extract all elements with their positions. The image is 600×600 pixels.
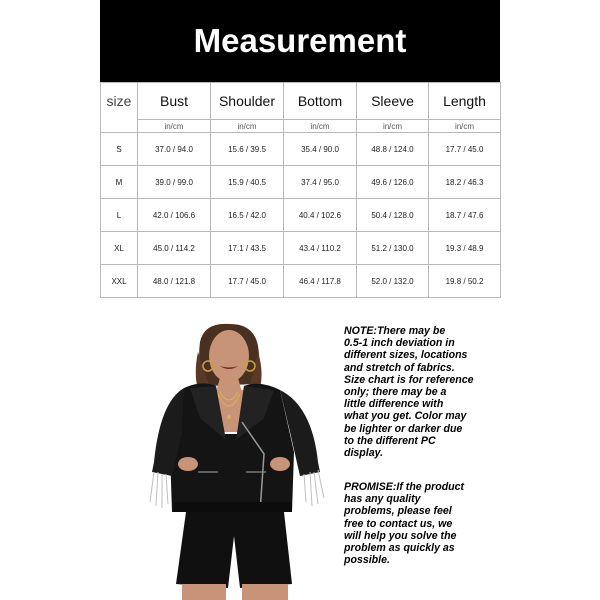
unit-label: in/cm: [211, 120, 284, 133]
note-line: be lighter or darker due: [344, 422, 463, 435]
table-cell: 49.6 / 126.0: [357, 166, 429, 199]
note-line: NOTE:There may be: [344, 325, 446, 337]
table-cell: 45.0 / 114.2: [138, 232, 211, 265]
note-line: and stretch of fabrics.: [344, 361, 455, 374]
note-line: different sizes, locations: [344, 349, 468, 362]
table-cell: 15.6 / 39.5: [211, 133, 284, 166]
unit-blank: [101, 120, 138, 133]
promise-line: free to contact us, we: [344, 517, 453, 530]
face: [209, 330, 249, 382]
size-chart-table: [100, 82, 501, 298]
table-cell: 39.0 / 99.0: [138, 166, 211, 199]
table-cell: 18.7 / 47.6: [429, 199, 501, 232]
table-cell: 15.9 / 40.5: [211, 166, 284, 199]
note-line: Size chart is for reference: [344, 373, 474, 386]
table-cell: 18.2 / 46.3: [429, 166, 501, 199]
promise-line: possible.: [344, 554, 390, 567]
unit-label: in/cm: [429, 120, 501, 133]
column-header-bust: Bust: [138, 83, 211, 120]
column-header-shoulder: Shoulder: [211, 83, 284, 120]
unit-label: in/cm: [284, 120, 357, 133]
table-cell: 35.4 / 90.0: [284, 133, 357, 166]
table-cell: 50.4 / 128.0: [357, 199, 429, 232]
table-cell: 48.8 / 124.0: [357, 133, 429, 166]
table-cell: 52.0 / 132.0: [357, 265, 429, 298]
table-cell: 17.1 / 43.5: [211, 232, 284, 265]
promise-note: [344, 481, 504, 566]
table-cell: 19.3 / 48.9: [429, 232, 501, 265]
table-cell: 40.4 / 102.6: [284, 199, 357, 232]
table-cell: 48.0 / 121.8: [138, 265, 211, 298]
note-line: little difference with: [344, 398, 444, 411]
table-row: [101, 133, 501, 166]
table-cell: 16.5 / 42.0: [211, 199, 284, 232]
size-label: M: [101, 166, 138, 199]
product-photo: [142, 322, 340, 600]
unit-row: [101, 120, 501, 133]
promise-line: has any quality: [344, 493, 421, 506]
table-cell: 17.7 / 45.0: [211, 265, 284, 298]
table-cell: 37.0 / 94.0: [138, 133, 211, 166]
table-cell: 19.8 / 50.2: [429, 265, 501, 298]
size-label: L: [101, 199, 138, 232]
table-cell: 17.7 / 45.0: [429, 133, 501, 166]
table-row: [101, 166, 501, 199]
header-row: [101, 83, 501, 120]
table-cell: 46.4 / 117.8: [284, 265, 357, 298]
sizing-note: [344, 325, 504, 459]
column-header-bottom: Bottom: [284, 83, 357, 120]
note-line: what you get. Color may: [344, 410, 467, 423]
promise-line: problem as quickly as: [344, 542, 455, 555]
table-cell: 43.4 / 110.2: [284, 232, 357, 265]
size-label: S: [101, 133, 138, 166]
table-cell: 51.2 / 130.0: [357, 232, 429, 265]
promise-line: PROMISE:If the product: [344, 481, 465, 493]
unit-label: in/cm: [357, 120, 429, 133]
unit-label: in/cm: [138, 120, 211, 133]
note-line: 0.5-1 inch deviation in: [344, 337, 455, 350]
note-line: only; there may be a: [344, 386, 447, 399]
promise-line: problems, please feel: [344, 505, 452, 518]
size-label: XXL: [101, 265, 138, 298]
table-cell: 37.4 / 95.0: [284, 166, 357, 199]
page-title: Measurement: [100, 0, 500, 82]
promise-line: will help you solve the: [344, 529, 457, 542]
note-line: display.: [344, 447, 384, 460]
note-line: to the different PC: [344, 434, 436, 447]
column-header-sleeve: Sleeve: [357, 83, 429, 120]
size-column-header: size: [101, 83, 138, 120]
table-row: [101, 199, 501, 232]
size-label: XL: [101, 232, 138, 265]
column-header-length: Length: [429, 83, 501, 120]
table-row: [101, 265, 501, 298]
table-cell: 42.0 / 106.6: [138, 199, 211, 232]
table-row: [101, 232, 501, 265]
